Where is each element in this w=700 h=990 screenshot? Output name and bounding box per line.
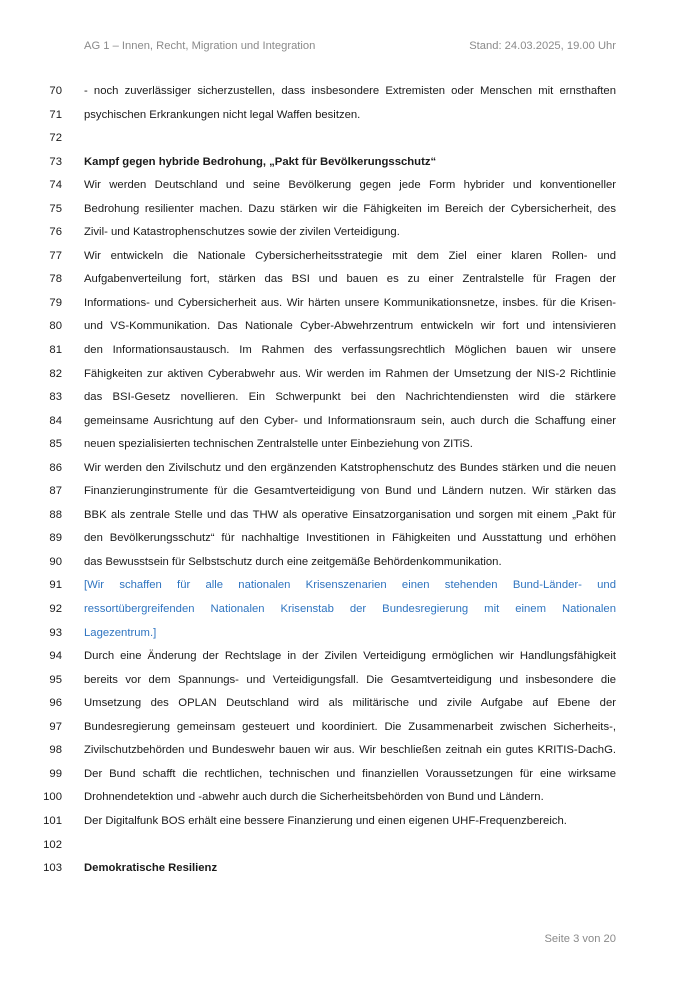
line-text: Wir werden Deutschland und seine Bevölkerung gegen jede Form hybrider und konventioneller [84,179,616,192]
document-line [0,245,700,269]
line-number: 95 [49,673,62,686]
line-number: 91 [49,579,62,592]
line-number: 98 [49,744,62,757]
line-text: gemeinsame Ausrichtung auf den Cyber- und Informationsraum sein, auch durch die Schaffung einer [84,414,616,427]
document-line [0,410,700,434]
line-text: Fähigkeiten zur aktiven Cyberabwehr aus. Wir werden im Rahmen der Umsetzung der NIS-2 Richtlinie [84,367,616,380]
line-number: 78 [49,273,62,286]
page-header [84,40,616,58]
document-line [0,763,700,787]
line-text: Zivilschutzbehörden und Bundeswehr bauen wir aus. Wir beschließen zeitnah ein gutes KRITIS-DachG. [84,744,616,757]
section-heading: Demokratische Resilienz [84,862,218,875]
line-text: Umsetzung des OPLAN Deutschland wird als militärische und zivile Aufgabe auf Ebene der [84,697,616,710]
document-line [0,221,700,245]
document-line [0,739,700,763]
line-number: 82 [49,367,62,380]
document-line [0,198,700,222]
line-text: Bedrohung resilienter machen. Dazu stärken wir die Fähigkeiten im Bereich der Cybersicherheit, des [84,202,616,215]
line-text: neuen spezialisierten technischen Zentralstelle unter Einbeziehung von ZITiS. [84,438,473,451]
line-number: 103 [43,862,62,875]
document-line [0,645,700,669]
section-heading: Kampf gegen hybride Bedrohung, „Pakt für Bevölkerungsschutz“ [84,155,437,168]
line-text: Zivil- und Katastrophenschutzes sowie der zivilen Verteidigung. [84,226,400,239]
line-text: Wir entwickeln die Nationale Cybersicherheitsstrategie mit dem Ziel einer klaren Rollen- und [84,249,616,262]
line-number: 86 [49,461,62,474]
line-number: 102 [43,838,62,851]
document-line [0,151,700,175]
line-text: ressortübergreifenden Nationalen Krisenstab der Bundesregierung mit einem Nationalen [84,603,616,616]
line-number: 72 [49,132,62,145]
document-line [0,80,700,104]
line-text: das BSI-Gesetz novellieren. Ein Schwerpunkt bei den Nachrichtendiensten wird die stärkere [84,391,616,404]
line-number: 99 [49,767,62,780]
line-text: Der Digitalfunk BOS erhält eine bessere Finanzierung und einen eigenen UHF-Frequenzbereich. [84,814,567,827]
line-text: BBK als zentrale Stelle und das THW als operative Einsatzorganisation und sorgen mit einem „Pakt für [84,508,616,521]
document-line [0,339,700,363]
document-body [0,80,700,881]
document-line [0,363,700,387]
document-line [0,104,700,128]
line-number: 75 [49,202,62,215]
line-number: 96 [49,697,62,710]
document-line [0,598,700,622]
line-number: 79 [49,296,62,309]
document-line [0,504,700,528]
line-text: Drohnendetektion und -abwehr auch durch die Sicherheitsbehörden von Bund und Ländern. [84,791,544,804]
line-text: Wir werden den Zivilschutz und den ergänzenden Katstrophenschutz des Bundes stärken und die neuen [84,461,616,474]
line-text: bereits vor dem Spannungs- und Verteidigungsfall. Die Gesamtverteidigung und insbesondere die [84,673,616,686]
line-number: 73 [49,155,62,168]
document-line [0,551,700,575]
line-number: 84 [49,414,62,427]
document-line [0,527,700,551]
document-line [0,574,700,598]
line-number: 71 [49,108,62,121]
document-line [0,692,700,716]
document-line [0,127,700,151]
line-number: 97 [49,720,62,733]
document-line [0,857,700,881]
line-text: Lagezentrum.] [84,626,157,639]
page-number: Seite 3 von 20 [544,933,616,945]
header-date: Stand: 24.03.2025, 19.00 Uhr [469,40,616,52]
line-text: Finanzierunginstrumente für die Gesamtverteidigung von Bund und Ländern nutzen. Wir stärken das [84,485,616,498]
line-text: Informations- und Cybersicherheit aus. Wir härten unsere Kommunikationsnetze, insbes. für die Krisen- [84,296,616,309]
line-number: 81 [49,344,62,357]
line-number: 92 [49,603,62,616]
line-number: 70 [49,85,62,97]
line-number: 74 [49,179,62,192]
line-number: 76 [49,226,62,239]
line-number: 88 [49,508,62,521]
line-text: Der Bund schafft die rechtlichen, technischen und finanziellen Voraussetzungen für eine wirksame [84,767,616,780]
line-text: Aufgabenverteilung fort, stärken das BSI und bauen es zu einer Zentralstelle für Fragen der [84,273,616,286]
line-text: und VS-Kommunikation. Das Nationale Cyber-Abwehrzentrum entwickeln wir fort und intensivieren [84,320,616,333]
line-text: den Informationsaustausch. Im Rahmen des verfassungsrechtlich Möglichen bauen wir unsere [84,344,616,357]
line-number: 83 [49,391,62,404]
line-number: 94 [49,650,62,663]
document-line [0,292,700,316]
document-line [0,669,700,693]
header-section-title: AG 1 – Innen, Recht, Migration und Integration [84,40,316,52]
document-line [0,786,700,810]
line-text: das Bewusstsein für Selbstschutz durch eine zeitgemäße Behördenkommunikation. [84,555,502,568]
line-number: 87 [49,485,62,498]
line-text: psychischen Erkrankungen nicht legal Waffen besitzen. [84,108,361,121]
document-line [0,810,700,834]
line-text: den Bevölkerungsschutz“ für nachhaltige Investitionen in Fähigkeiten und Ausstattung und erhöhen [84,532,616,545]
line-number: 77 [49,249,62,262]
document-line [0,386,700,410]
line-number: 90 [49,555,62,568]
document-line [0,174,700,198]
line-number: 101 [43,814,62,827]
line-text: Durch eine Änderung der Rechtslage in der Zivilen Verteidigung ermöglichen wir Handlungsfähigkeit [84,650,616,663]
document-line [0,480,700,504]
document-line [0,622,700,646]
line-text: [Wir schaffen für alle nationalen Krisenszenarien einen stehenden Bund-Länder- und [84,579,616,592]
line-number: 93 [49,626,62,639]
document-line [0,268,700,292]
line-text: - noch zuverlässiger sicherzustellen, dass insbesondere Extremisten oder Menschen mit ernsthaften [84,85,616,97]
document-line [0,457,700,481]
line-text: Bundesregierung gemeinsam gesteuert und koordiniert. Die Zusammenarbeit zwischen Sicherheits-, [84,720,616,733]
document-line [0,834,700,858]
document-line [0,716,700,740]
line-number: 80 [49,320,62,333]
line-number: 89 [49,532,62,545]
document-line [0,433,700,457]
line-number: 100 [43,791,62,804]
line-number: 85 [49,438,62,451]
document-line [0,315,700,339]
